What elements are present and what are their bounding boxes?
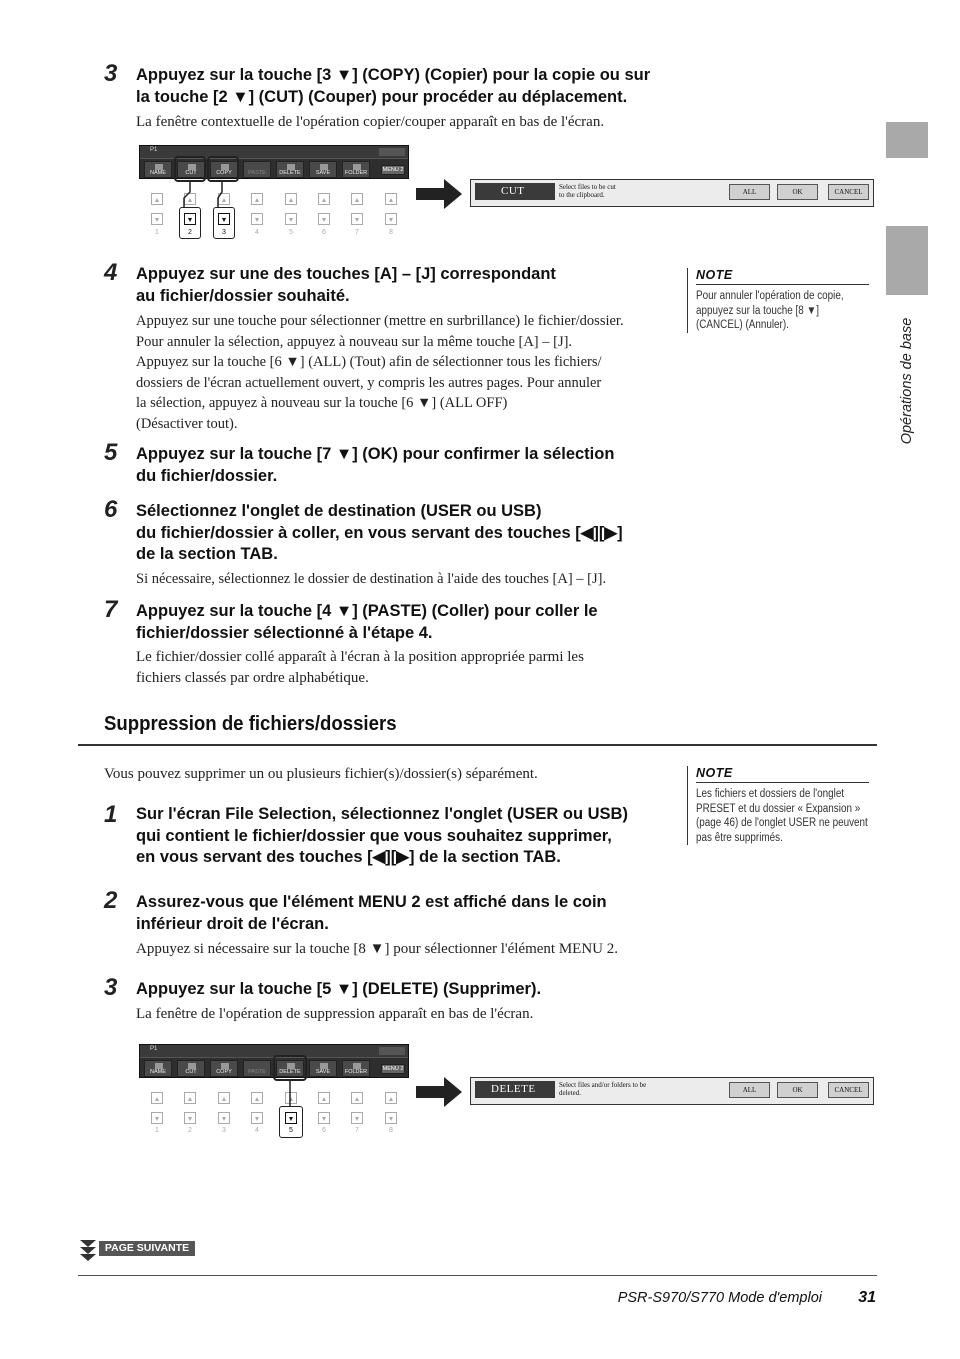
connector-lines	[170, 180, 240, 210]
up-key[interactable]	[251, 1092, 263, 1104]
lcd-menu-indicator	[381, 165, 405, 175]
lcd-menu-indicator	[381, 1064, 405, 1074]
step-number: 3	[104, 974, 118, 1001]
highlight-delete-button	[273, 1055, 307, 1081]
step-body	[136, 939, 618, 960]
lcd-button-label: FOLDER	[344, 1069, 368, 1075]
up-key[interactable]	[251, 193, 263, 205]
popup-message-line: deleted.	[559, 1089, 581, 1097]
lcd-button-folder	[342, 1060, 370, 1077]
lcd-button-label: NAME	[150, 1069, 166, 1075]
lcd-button-name	[144, 1060, 172, 1077]
step-body-line: Pour annuler la sélection, appuyez à nouveau sur la même touche [A] – [J].	[136, 333, 573, 350]
delete-popup	[470, 1077, 874, 1105]
note-line: appuyez sur la touche [8 ▼]	[696, 304, 820, 317]
note-text	[696, 289, 872, 333]
step-title	[136, 892, 607, 935]
section-heading: Suppression de fichiers/dossiers	[104, 713, 397, 735]
double-chevron-down-icon	[80, 1240, 96, 1262]
step-title-line: Appuyez sur la touche [7 ▼] (OK) pour confirmer la sélection	[136, 445, 615, 463]
up-key[interactable]	[318, 1092, 330, 1104]
key-number: 1	[155, 229, 159, 236]
step-title-line: au fichier/dossier souhaité.	[136, 286, 350, 305]
step-title	[136, 264, 556, 307]
key-number: 6	[322, 229, 326, 236]
lcd-button-label: COPY	[216, 170, 232, 176]
cancel-button[interactable]: CANCEL	[828, 184, 869, 200]
down-key[interactable]	[351, 1112, 363, 1124]
step-title-line: du fichier/dossier.	[136, 466, 278, 485]
step-number: 6	[104, 496, 118, 523]
side-tab-active	[886, 226, 928, 295]
manual-title: PSR-S970/S770 Mode d'emploi	[617, 1290, 822, 1306]
step-body-line: Le fichier/dossier collé apparaît à l'écran à la position appropriée parmi les	[136, 649, 584, 665]
step-title	[136, 601, 598, 644]
note-box	[687, 766, 869, 845]
step-number: 5	[104, 439, 118, 466]
key-number: 3	[222, 1127, 226, 1134]
popup-title: CUT	[475, 183, 555, 200]
page-number: 31	[858, 1289, 876, 1306]
note-line: Les fichiers et dossiers de l'onglet	[696, 788, 845, 800]
lcd-button-label: COPY	[216, 1069, 232, 1075]
step-title	[136, 65, 650, 108]
step-number: 1	[104, 801, 118, 828]
step-body-line: (Désactiver tout).	[136, 415, 238, 432]
lcd-button-label: DELETE	[279, 1069, 301, 1075]
highlight-copy-button	[207, 156, 239, 182]
ok-button[interactable]: OK	[777, 184, 818, 200]
connector-line	[285, 1080, 295, 1108]
key-number: 6	[322, 1127, 326, 1134]
step-body-line: dossiers de l'écran actuellement ouvert, y compris les autres pages. Pour annuler	[136, 374, 602, 391]
down-key[interactable]	[318, 213, 330, 225]
cancel-button[interactable]: CANCEL	[828, 1082, 869, 1098]
up-key[interactable]	[318, 193, 330, 205]
step-body-line: La fenêtre de l'opération de suppression apparaît en bas de l'écran.	[136, 1006, 534, 1022]
key-number: 2	[188, 1127, 192, 1134]
up-key[interactable]	[351, 193, 363, 205]
popup-message-line: Select files to be cut	[559, 183, 616, 191]
step-body-line: Si nécessaire, sélectionnez le dossier de destination à l'aide des touches [A] – [J].	[136, 571, 607, 587]
step-title-line: fichier/dossier sélectionné à l'étape 4.	[136, 623, 433, 642]
highlight-cut-button	[174, 156, 206, 182]
key-number: 7	[355, 1127, 359, 1134]
note-box	[687, 268, 869, 333]
lcd-button-copy	[210, 1060, 238, 1077]
note-text	[696, 787, 872, 845]
step-title-line: Appuyez sur la touche [4 ▼] (PASTE) (Coller) pour coller le	[136, 602, 598, 620]
up-key[interactable]	[285, 193, 297, 205]
step-title-line: de la section TAB.	[136, 545, 278, 563]
lcd-button-label: SAVE	[315, 170, 331, 176]
down-key[interactable]	[385, 1112, 397, 1124]
lcd-button-label: SAVE	[315, 1069, 331, 1075]
lcd-button-label: NAME	[150, 170, 166, 176]
up-key[interactable]	[385, 193, 397, 205]
down-key[interactable]	[151, 1112, 163, 1124]
down-key[interactable]	[351, 213, 363, 225]
lcd-button-delete	[276, 161, 304, 178]
lcd-button-label: DELETE	[279, 170, 301, 176]
down-key[interactable]	[184, 1112, 196, 1124]
lcd-menu-label: MENU 2	[382, 167, 404, 173]
down-key[interactable]	[251, 1112, 263, 1124]
down-key[interactable]	[318, 1112, 330, 1124]
up-key[interactable]	[385, 1092, 397, 1104]
lcd-button-paste	[243, 161, 271, 178]
step-body-line: la sélection, appuyez à nouveau sur la touche [6 ▼] (ALL OFF)	[136, 395, 508, 411]
key-number: 8	[389, 1127, 393, 1134]
arrow-right-icon	[416, 1077, 462, 1107]
note-line: (CANCEL) (Annuler).	[696, 319, 789, 331]
section-intro: Vous pouvez supprimer un ou plusieurs fichier(s)/dossier(s) séparément.	[104, 766, 538, 782]
lcd-button-label: PASTE	[248, 170, 266, 176]
step-body	[136, 311, 624, 434]
note-heading: NOTE	[696, 268, 869, 285]
key-number: 7	[355, 229, 359, 236]
step-title-line: qui contient le fichier/dossier que vous souhaitez supprimer,	[136, 826, 612, 845]
lcd-button-label: PASTE	[248, 1069, 266, 1075]
step-title-line: du fichier/dossier à coller, en vous servant des touches [◀][▶]	[136, 523, 623, 542]
note-line: PRESET et du dossier « Expansion »	[696, 802, 861, 815]
down-key[interactable]	[218, 1112, 230, 1124]
step-title-line: Appuyez sur la touche [5 ▼] (DELETE) (Supprimer).	[136, 980, 542, 998]
all-button[interactable]: ALL	[729, 1082, 770, 1098]
lcd-menu-label: MENU 2	[382, 1066, 404, 1072]
popup-message-line: to the clipboard.	[559, 191, 605, 199]
step-number: 4	[104, 259, 118, 286]
step-title	[136, 979, 541, 1001]
step-title	[136, 501, 623, 566]
highlight-key-2	[179, 207, 201, 239]
step-title-line: Sur l'écran File Selection, sélectionnez l'onglet (USER ou USB)	[136, 805, 628, 823]
lcd-page-label: P1	[150, 1046, 158, 1052]
next-page-tag[interactable]: PAGE SUIVANTE	[99, 1241, 195, 1256]
step-body-line: Appuyez sur une touche pour sélectionner (mettre en surbrillance) le fichier/dossier.	[136, 313, 624, 329]
key-number: 3	[222, 229, 226, 236]
step-title-line: inférieur droit de l'écran.	[136, 914, 329, 933]
ok-button[interactable]: OK	[777, 1082, 818, 1098]
lcd-button-name	[144, 161, 172, 178]
up-key[interactable]	[151, 1092, 163, 1104]
step-number: 3	[104, 60, 118, 87]
key-number: 1	[155, 1127, 159, 1134]
step-title-line: Appuyez sur la touche [3 ▼] (COPY) (Copier) pour la copie ou sur	[136, 66, 651, 84]
footer-rule	[78, 1275, 877, 1276]
step-number: 2	[104, 887, 118, 914]
section-rule	[78, 744, 877, 746]
lcd-button-label: CUT	[185, 170, 197, 176]
step-body	[136, 569, 606, 590]
lcd-button-label: CUT	[185, 1069, 197, 1075]
highlight-key-5	[279, 1106, 303, 1138]
step-title-line: la touche [2 ▼] (CUT) (Couper) pour procéder au déplacement.	[136, 87, 628, 106]
lcd-button-paste	[243, 1060, 271, 1077]
popup-message-line: Select files and/or folders to be	[559, 1081, 647, 1089]
down-key[interactable]	[151, 213, 163, 225]
key-number: 4	[255, 229, 259, 236]
up-key[interactable]	[351, 1092, 363, 1104]
lcd-button-label: FOLDER	[344, 170, 368, 176]
cut-popup	[470, 179, 874, 207]
key-number: 4	[255, 1127, 259, 1134]
note-line: (page 46) de l'onglet USER ne peuvent	[696, 817, 868, 829]
up-key[interactable]	[218, 1092, 230, 1104]
step-title-line: Assurez-vous que l'élément MENU 2 est affiché dans le coin	[136, 893, 607, 911]
highlight-key-3	[213, 207, 235, 239]
step-title-line: en vous servant des touches [◀][▶] de la section TAB.	[136, 848, 561, 866]
popup-message	[559, 183, 616, 199]
side-tab-upper	[886, 122, 928, 158]
lcd-button-save	[309, 1060, 337, 1077]
lcd-button-save	[309, 161, 337, 178]
up-key[interactable]	[184, 1092, 196, 1104]
step-body	[136, 112, 604, 133]
key-number: 5	[289, 229, 293, 236]
step-body	[136, 647, 584, 688]
note-heading: NOTE	[696, 766, 869, 783]
step-number: 7	[104, 596, 118, 623]
step-title-line: Sélectionnez l'onglet de destination (USER ou USB)	[136, 502, 542, 520]
step-title	[136, 444, 614, 487]
lcd-button-folder	[342, 161, 370, 178]
side-section-label: Opérations de base	[899, 317, 915, 445]
step-body-line: fichiers classés par ordre alphabétique.	[136, 669, 369, 686]
key-number: 8	[389, 229, 393, 236]
down-key[interactable]	[385, 213, 397, 225]
key-number: 2	[188, 229, 192, 236]
lcd-menu-tab	[379, 148, 405, 156]
note-line: Pour annuler l'opération de copie,	[696, 290, 844, 302]
step-body	[136, 1004, 533, 1025]
lcd-page-label: P1	[150, 147, 158, 153]
step-body-line: Appuyez sur la touche [6 ▼] (ALL) (Tout) afin de sélectionner tous les fichiers/	[136, 354, 602, 370]
down-key[interactable]	[251, 213, 263, 225]
step-title-line: Appuyez sur une des touches [A] – [J] correspondant	[136, 265, 556, 283]
all-button[interactable]: ALL	[729, 184, 770, 200]
step-title	[136, 804, 628, 869]
step-body-line: Appuyez si nécessaire sur la touche [8 ▼] pour sélectionner l'élément MENU 2.	[136, 941, 618, 957]
down-key[interactable]	[285, 213, 297, 225]
key-number: 5	[289, 1127, 293, 1134]
lcd-button-cut	[177, 1060, 205, 1077]
popup-title: DELETE	[475, 1081, 555, 1098]
arrow-right-icon	[416, 179, 462, 209]
step-body-line: La fenêtre contextuelle de l'opération copier/couper apparaît en bas de l'écran.	[136, 114, 605, 130]
lcd-menu-tab	[379, 1047, 405, 1055]
popup-message	[559, 1081, 646, 1097]
up-key[interactable]	[151, 193, 163, 205]
note-line: pas être supprimés.	[696, 831, 783, 844]
